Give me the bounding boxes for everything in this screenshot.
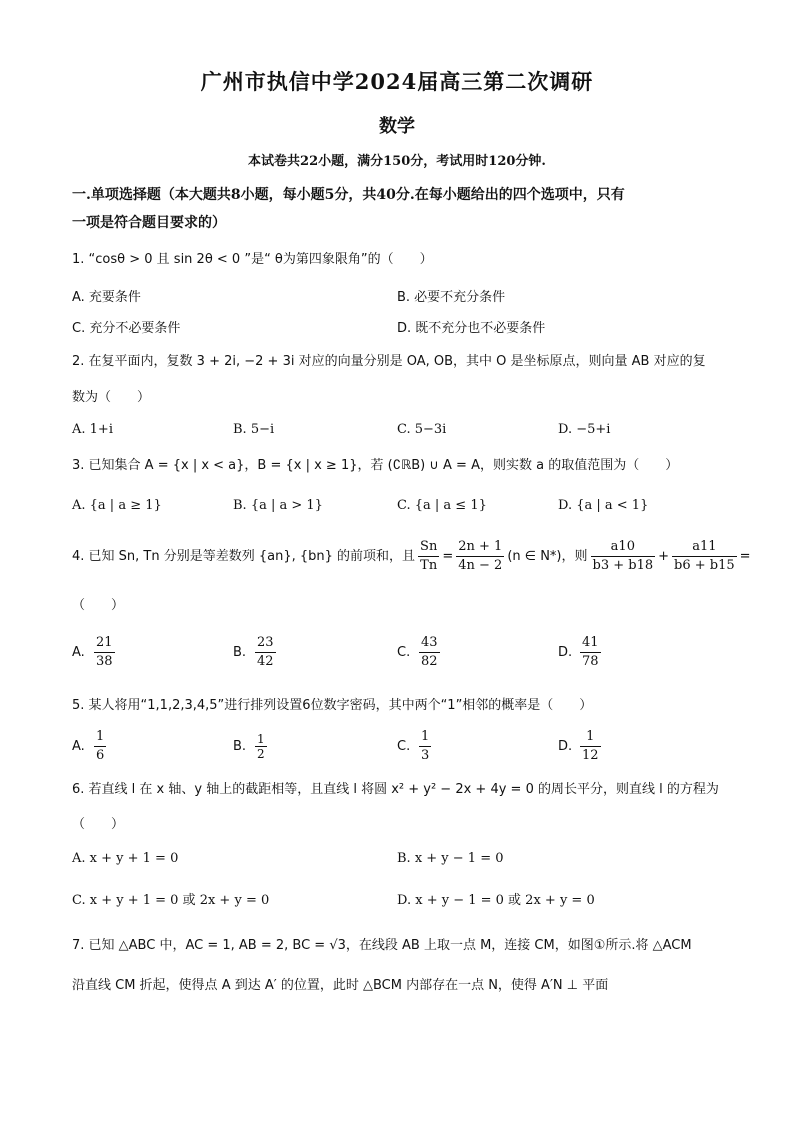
fraction-numerator: Sn (418, 538, 439, 557)
question-4-fraction-s-t (418, 538, 439, 575)
question-2-stem-line2: 数为（ ） (72, 390, 151, 405)
option-fraction (255, 732, 267, 761)
fraction-denominator: 82 (421, 654, 438, 669)
question-3-option-a: A. {a | a ≥ 1} (72, 498, 162, 513)
question-4-stem-text: 4. 已知 Sn, Tn 分别是等差数列 {an}, {bn} 的前项和，且 (72, 548, 416, 564)
question-5-option-c (397, 728, 431, 765)
question-1-option-b: B. 必要不充分条件 (397, 290, 506, 305)
exam-subject: 数学 (379, 116, 415, 137)
fraction-denominator: b6 + b15 (674, 558, 735, 573)
question-3-option-b: B. {a | a > 1} (233, 498, 323, 513)
question-4-equals: = (442, 548, 454, 564)
option-fraction (94, 728, 106, 765)
question-4-tail: = (739, 548, 751, 564)
question-5-stem: 5. 某人将用“1,1,2,3,4,5”进行排列设置6位数字密码，其中两个“1”相邻的概率是（ ） (72, 698, 593, 713)
option-label: D. (558, 739, 573, 754)
question-7-stem-line2: 沿直线 CM 折起，使得点 A 到达 A′ 的位置，此时 △BCM 内部存在一点 N，使得 A′N ⊥ 平面 (72, 978, 609, 993)
fraction-numerator: 41 (580, 634, 601, 653)
question-4-condition: (n ∈ N*)，则 (507, 548, 588, 564)
question-1-stem: 1. “cosθ > 0 且 sin 2θ < 0 ”是“ θ为第四象限角”的（ ） (72, 252, 433, 267)
fraction-numerator: 1 (257, 732, 265, 746)
question-4-option-b (233, 634, 276, 671)
fraction-denominator: 42 (257, 654, 274, 669)
question-5-option-d (558, 728, 601, 765)
fraction-numerator: 1 (419, 728, 431, 747)
question-4-option-a (72, 634, 115, 671)
option-label: B. (233, 739, 247, 754)
question-4-option-c (397, 634, 440, 671)
question-6-option-a: A. x + y + 1 = 0 (72, 851, 179, 866)
option-fraction (255, 634, 276, 671)
question-4-fraction-ratio (456, 538, 504, 575)
fraction-numerator: 1 (580, 728, 601, 747)
fraction-numerator: 43 (419, 634, 440, 653)
question-4-fraction-a11 (672, 538, 737, 575)
option-label: A. (72, 739, 85, 754)
question-6-stem-line2: （ ） (72, 817, 125, 832)
question-2-option-d: D. −5+i (558, 422, 611, 437)
fraction-denominator: 78 (582, 654, 599, 669)
option-label: B. (233, 645, 247, 660)
fraction-numerator: 23 (255, 634, 276, 653)
question-4-stem-line2: （ ） (72, 598, 125, 613)
fraction-denominator: 3 (421, 748, 430, 763)
exam-note: 本试卷共22小题，满分150分，考试用时120分钟. (248, 154, 546, 169)
fraction-numerator: 21 (94, 634, 115, 653)
exam-title: 广州市执信中学2024届高三第二次调研 (200, 69, 594, 94)
question-3-option-c: C. {a | a ≤ 1} (397, 498, 487, 513)
option-fraction (94, 634, 115, 671)
question-6-option-b: B. x + y − 1 = 0 (397, 851, 504, 866)
question-4-plus: + (658, 548, 670, 564)
fraction-numerator: 1 (94, 728, 106, 747)
option-fraction (580, 634, 601, 671)
fraction-denominator: 38 (96, 654, 113, 669)
option-label: C. (397, 739, 411, 754)
fraction-denominator: b3 + b18 (592, 558, 654, 573)
option-fraction (419, 728, 431, 765)
fraction-denominator: 12 (582, 748, 599, 763)
question-1-option-c: C. 充分不必要条件 (72, 321, 181, 336)
option-label: D. (558, 645, 573, 660)
question-2-stem-line1: 2. 在复平面内，复数 3 + 2i, −2 + 3i 对应的向量分别是 OA, OB，其中 O 是坐标原点，则向量 AB 对应的复 (72, 354, 706, 369)
option-fraction (419, 634, 440, 671)
question-4-fraction-a10 (591, 538, 656, 575)
question-5-option-a (72, 728, 106, 765)
question-2-option-b: B. 5−i (233, 422, 275, 437)
fraction-denominator: 6 (96, 748, 105, 763)
fraction-numerator: a11 (672, 538, 737, 557)
question-3-option-d: D. {a | a < 1} (558, 498, 649, 513)
question-4-option-d (558, 634, 601, 671)
option-label: C. (397, 645, 411, 660)
fraction-numerator: a10 (591, 538, 656, 557)
question-1-option-a: A. 充要条件 (72, 290, 141, 305)
question-2-option-c: C. 5−3i (397, 422, 447, 437)
section-heading-line1: 一.单项选择题（本大题共8小题，每小题5分，共40分.在每小题给出的四个选项中，只有 (72, 187, 625, 203)
question-1-option-d: D. 既不充分也不必要条件 (397, 321, 546, 336)
fraction-denominator: Tn (420, 558, 438, 573)
fraction-numerator: 2n + 1 (456, 538, 504, 557)
question-6-option-c: C. x + y + 1 = 0 或 2x + y = 0 (72, 893, 270, 908)
question-6-stem-line1: 6. 若直线 l 在 x 轴、y 轴上的截距相等，且直线 l 将圆 x² + y² − 2x + 4y = 0 的周长平分，则直线 l 的方程为 (72, 782, 719, 797)
fraction-denominator: 2 (257, 747, 265, 761)
option-fraction (580, 728, 601, 765)
fraction-denominator: 4n − 2 (458, 558, 503, 573)
question-6-option-d: D. x + y − 1 = 0 或 2x + y = 0 (397, 893, 595, 908)
question-4-stem (72, 538, 751, 575)
section-heading-line2: 一项是符合题目要求的） (72, 215, 226, 231)
question-5-option-b (233, 732, 267, 761)
question-7-stem-line1: 7. 已知 △ABC 中，AC = 1, AB = 2, BC = √3，在线段 AB 上取一点 M，连接 CM，如图①所示.将 △ACM (72, 938, 692, 953)
question-2-option-a: A. 1+i (72, 422, 113, 437)
option-label: A. (72, 645, 85, 660)
question-3-stem: 3. 已知集合 A = {x | x < a}，B = {x | x ≥ 1}，若 (∁ℝB) ∪ A = A，则实数 a 的取值范围为（ ） (72, 458, 679, 473)
